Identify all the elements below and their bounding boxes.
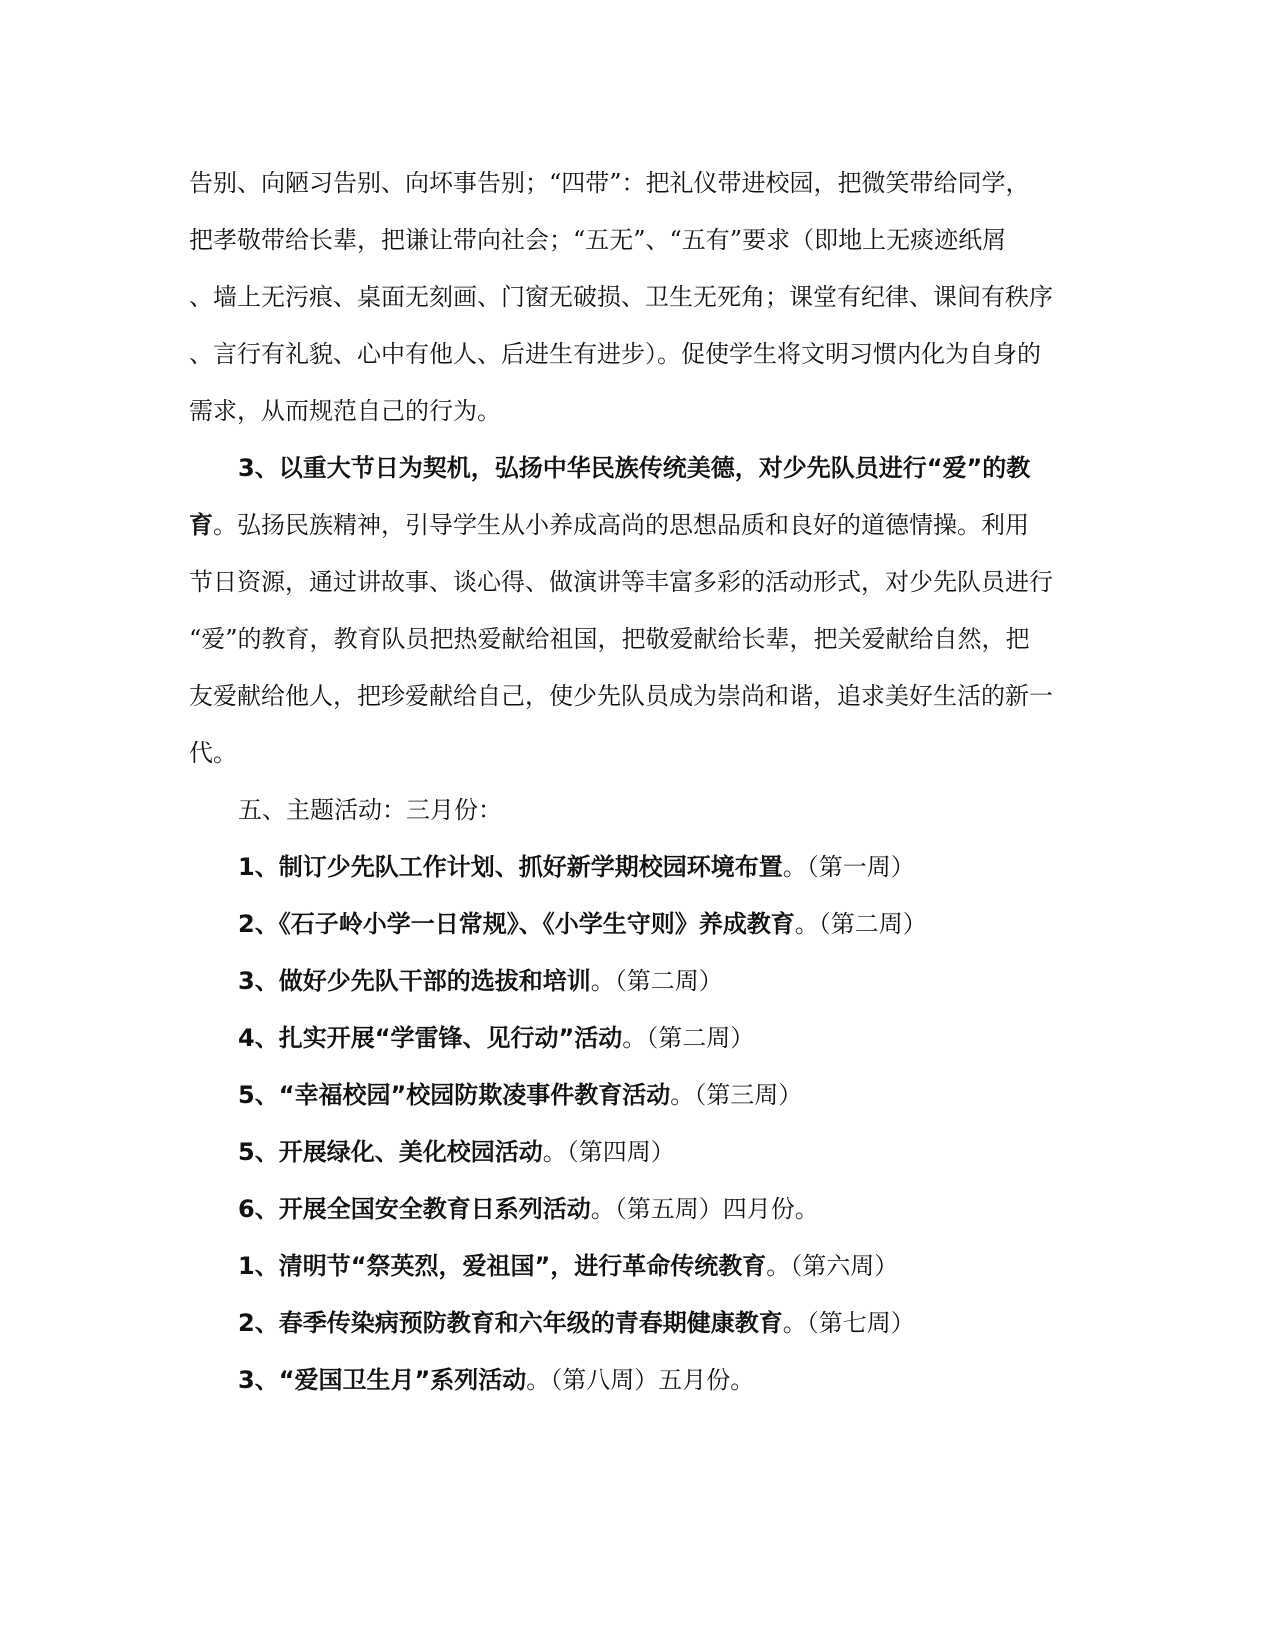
section-3-line: 友爱献给他人，把珍爱献给自己，使少先队员成为崇尚和谐，追求美好生活的新一 [189, 682, 1053, 710]
section-3-text: 。弘扬民族精神，引导学生从小养成高尚的思想品质和良好的道德情操。利用 [213, 511, 1029, 539]
activity-week: 。（第六周） [766, 1252, 899, 1280]
section-3-line: 节日资源，通过讲故事、谈心得、做演讲等丰富多彩的活动形式，对少先队员进行 [189, 568, 1053, 596]
activity-week: 。（第三周） [670, 1081, 803, 1109]
activity-title: 3、“爱国卫生月”系列活动 [238, 1366, 527, 1394]
activity-item [238, 1022, 1138, 1054]
activity-week: 。（第五周）四月份。 [590, 1195, 819, 1223]
paragraph-line: 需求，从而规范自己的行为。 [189, 397, 501, 425]
section-5-heading: 五、主题活动：三月份： [238, 796, 502, 824]
paragraph-line: 告别、向陋习告别、向坏事告别；“四带”：把礼仪带进校园，把微笑带给同学， [189, 169, 1030, 197]
activity-title: 5、“幸福校园”校园防欺凌事件教育活动 [238, 1081, 671, 1109]
section-3-line: 代。 [189, 739, 237, 767]
activity-title: 1、清明节“祭英烈，爱祖国”，进行革命传统教育 [238, 1252, 767, 1280]
activity-title: 6、开展全国安全教育日系列活动 [238, 1195, 591, 1223]
activity-item [238, 1193, 1138, 1225]
activity-item [238, 1136, 1138, 1168]
activity-title: 2、《石子岭小学一日常规》、《小学生守则》养成教育 [238, 910, 795, 938]
paragraph-line: 把孝敬带给长辈，把谦让带向社会；“五无”、“五有”要求（即地上无痰迹纸屑 [189, 226, 1007, 254]
activity-title: 1、制订少先队工作计划、抓好新学期校园环境布置 [238, 853, 783, 881]
activity-item [238, 1364, 1138, 1396]
activity-week: 。（第四周） [542, 1138, 675, 1166]
section-3-line: “爱”的教育，教育队员把热爱献给祖国，把敬爱献给长辈，把关爱献给自然，把 [189, 625, 1030, 653]
activity-week: 。（第七周） [782, 1309, 915, 1337]
activity-week: 。（第八周）五月份。 [526, 1366, 755, 1394]
section-3-heading-end: 育 [189, 511, 213, 539]
activity-item [238, 908, 1138, 940]
activity-week: 。（第二周） [590, 967, 723, 995]
section-3-heading: 3、以重大节日为契机，弘扬中华民族传统美德，对少先队员进行“爱”的教 [238, 454, 1031, 482]
activity-item [238, 1307, 1138, 1339]
paragraph-line: 、墙上无污痕、桌面无刻画、门窗无破损、卫生无死角；课堂有纪律、课间有秩序 [189, 283, 1053, 311]
activity-week: 。（第一周） [782, 853, 915, 881]
activity-item [238, 851, 1138, 883]
activity-title: 4、扎实开展“学雷锋、见行动”活动 [238, 1024, 623, 1052]
paragraph-line: 、言行有礼貌、心中有他人、后进生有进步）。促使学生将文明习惯内化为自身的 [189, 340, 1041, 368]
activity-item [238, 1079, 1138, 1111]
activity-title: 5、开展绿化、美化校园活动 [238, 1138, 543, 1166]
activity-title: 2、春季传染病预防教育和六年级的青春期健康教育 [238, 1309, 783, 1337]
section-3-line [189, 509, 1089, 541]
activity-title: 3、做好少先队干部的选拔和培训 [238, 967, 591, 995]
activity-item [238, 1250, 1138, 1282]
activity-item [238, 965, 1138, 997]
activity-week: 。（第二周） [622, 1024, 755, 1052]
activity-week: 。（第二周） [794, 910, 927, 938]
